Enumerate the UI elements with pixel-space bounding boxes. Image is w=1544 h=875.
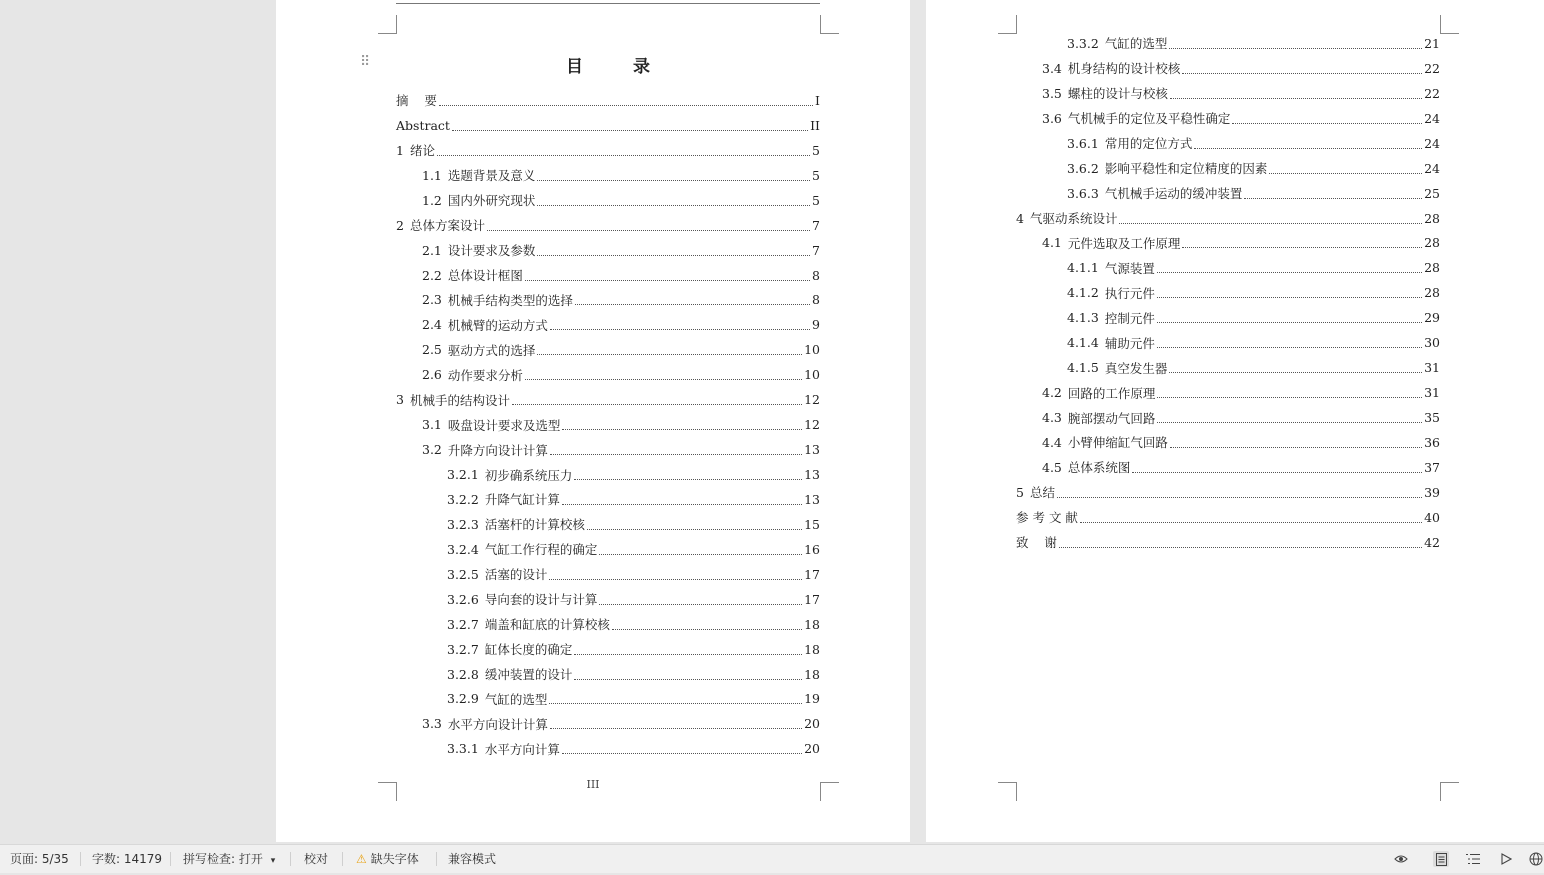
toc-entry-number: 2.1 bbox=[422, 242, 442, 258]
toc-dot-leader bbox=[550, 728, 802, 729]
toc-dot-leader bbox=[1182, 247, 1422, 248]
toc-entry-label: 气源装置 bbox=[1104, 260, 1155, 276]
toc-entry-page: 39 bbox=[1424, 484, 1440, 500]
toc-dot-leader bbox=[1057, 497, 1422, 498]
toc-entry[interactable] bbox=[396, 412, 820, 437]
toc-dot-leader bbox=[562, 429, 802, 430]
toc-entry-number: 3.6.1 bbox=[1067, 135, 1099, 151]
toc-entry-page: 18 bbox=[804, 641, 820, 657]
toc-entry-label: 绪论 bbox=[409, 143, 435, 159]
toc-entry-page: 15 bbox=[804, 516, 820, 532]
toc-entry[interactable] bbox=[396, 537, 820, 562]
toc-entry-number: 2 bbox=[396, 217, 404, 233]
toc-entry-number: 3.2.2 bbox=[447, 491, 479, 507]
missing-fonts-button[interactable] bbox=[356, 845, 419, 873]
toc-entry[interactable] bbox=[396, 288, 820, 313]
toc-entry-page: 31 bbox=[1424, 385, 1440, 401]
toc-entry-page: 24 bbox=[1424, 110, 1440, 126]
toc-entry-number: 4.1.5 bbox=[1067, 360, 1099, 376]
toc-entry[interactable] bbox=[1016, 206, 1440, 231]
toc-entry-number: 3.6.3 bbox=[1067, 185, 1099, 201]
toc-entry-page: 24 bbox=[1424, 135, 1440, 151]
toc-entry-page: 24 bbox=[1424, 160, 1440, 176]
toc-entry[interactable] bbox=[396, 213, 820, 238]
toc-entry-page: 5 bbox=[812, 167, 820, 183]
toc-dot-leader bbox=[1169, 372, 1422, 373]
toc-entry[interactable] bbox=[396, 562, 820, 587]
toc-entry-page: 25 bbox=[1424, 185, 1440, 201]
toc-entry-page: 22 bbox=[1424, 60, 1440, 76]
missing-fonts-label: 缺失字体 bbox=[370, 852, 419, 866]
toc-entry-number: 3.3.2 bbox=[1067, 35, 1099, 51]
toc-entry-label: 总体方案设计 bbox=[409, 218, 485, 234]
toc-entry-label: 导向套的设计与计算 bbox=[484, 592, 598, 608]
toc-entry[interactable] bbox=[1016, 480, 1440, 505]
toc-entry-label: 选题背景及意义 bbox=[447, 168, 536, 184]
toc-entry-number: 4.1.2 bbox=[1067, 285, 1099, 301]
toc-entry-number: 2.4 bbox=[422, 317, 442, 333]
toc-entry-label: 活塞杆的计算校核 bbox=[484, 517, 585, 533]
toc-entry-page: 17 bbox=[804, 591, 820, 607]
status-separator bbox=[436, 852, 437, 866]
toc-entry[interactable] bbox=[396, 587, 820, 612]
toc-entry-label: 升降气缸计算 bbox=[484, 492, 560, 508]
toc-entry-label: 气驱动系统设计 bbox=[1029, 211, 1118, 227]
toc-entry-label: Abstract bbox=[396, 117, 450, 133]
toc-dot-leader bbox=[1244, 198, 1422, 199]
toc-entry[interactable] bbox=[1016, 231, 1440, 256]
toc-entry[interactable] bbox=[1016, 455, 1440, 480]
toc-entry-label: 螺柱的设计与校核 bbox=[1067, 86, 1168, 102]
globe-icon[interactable] bbox=[1528, 851, 1544, 867]
toc-dot-leader bbox=[439, 105, 813, 106]
toc-entry-page: 35 bbox=[1424, 410, 1440, 426]
status-separator bbox=[290, 852, 291, 866]
toc-entry-page: 37 bbox=[1424, 459, 1440, 475]
toc-entry-number: 3.2.5 bbox=[447, 566, 479, 582]
toc-entry-number: 3.2 bbox=[422, 442, 442, 458]
toc-entry-label: 机械臂的运动方式 bbox=[447, 317, 548, 333]
toc-entry-page: 31 bbox=[1424, 360, 1440, 376]
toc-entry-page: 12 bbox=[804, 417, 820, 433]
toc-entry-page: 7 bbox=[812, 217, 820, 233]
toc-entry-number: 4.3 bbox=[1042, 410, 1062, 426]
toc-entry-label: 影响平稳性和定位精度的因素 bbox=[1104, 161, 1268, 177]
status-bar bbox=[0, 844, 1544, 873]
play-icon[interactable] bbox=[1498, 851, 1514, 867]
toc-dot-leader bbox=[1119, 223, 1422, 224]
toc-entry[interactable] bbox=[396, 263, 820, 288]
toc-entry-page: II bbox=[810, 117, 820, 133]
toc-entry[interactable] bbox=[396, 188, 820, 213]
toc-entry-label: 气机械手运动的缓冲装置 bbox=[1104, 186, 1243, 202]
toc-dot-leader bbox=[1170, 447, 1422, 448]
toc-entry-number: 3.3 bbox=[422, 716, 442, 732]
toc-entry-number: 3.4 bbox=[1042, 60, 1062, 76]
toc-entry-number: 3.3.1 bbox=[447, 741, 479, 757]
toc-entry-page: 13 bbox=[804, 442, 820, 458]
toc-entry[interactable] bbox=[396, 687, 820, 712]
toc-dot-leader bbox=[1170, 98, 1422, 99]
toc-entry-label: 控制元件 bbox=[1104, 310, 1155, 326]
header-line bbox=[396, 3, 820, 4]
toc-entry-page: 40 bbox=[1424, 509, 1440, 525]
toc-entry-number: 4 bbox=[1016, 210, 1024, 226]
toc-entry-number: 4.1 bbox=[1042, 235, 1062, 251]
toc-entry[interactable] bbox=[1016, 355, 1440, 380]
toc-entry-label: 摘 要 bbox=[396, 93, 437, 109]
page-footer-number: III bbox=[586, 778, 600, 791]
toc-entry-number: 2.6 bbox=[422, 367, 442, 383]
toc-entry-label: 机械手的结构设计 bbox=[409, 392, 510, 408]
toc-list-left bbox=[396, 88, 820, 761]
toc-entry-number: 2.5 bbox=[422, 342, 442, 358]
toc-entry-number: 3.6 bbox=[1042, 110, 1062, 126]
toc-entry-number: 3.2.8 bbox=[447, 666, 479, 682]
toc-entry-page: 5 bbox=[812, 142, 820, 158]
toc-dot-leader bbox=[550, 454, 802, 455]
toc-entry-label: 致 谢 bbox=[1016, 535, 1057, 551]
toc-entry-page: 36 bbox=[1424, 434, 1440, 450]
toc-entry-number: 4.1.3 bbox=[1067, 310, 1099, 326]
toc-entry[interactable] bbox=[396, 462, 820, 487]
toc-dot-leader bbox=[512, 404, 802, 405]
toc-entry-label: 辅助元件 bbox=[1104, 335, 1155, 351]
toc-entry-number: 3.2.6 bbox=[447, 591, 479, 607]
toc-dot-leader bbox=[549, 703, 802, 704]
toc-entry-label: 总体设计框图 bbox=[447, 268, 523, 284]
status-separator bbox=[342, 852, 343, 866]
toc-dot-leader bbox=[537, 354, 802, 355]
eye-protection-icon[interactable] bbox=[1393, 851, 1409, 867]
margin-corner-bottom-left bbox=[998, 782, 1017, 801]
toc-entry-page: 10 bbox=[804, 367, 820, 383]
toc-entry-number: 3.6.2 bbox=[1067, 160, 1099, 176]
toc-entry[interactable] bbox=[396, 387, 820, 412]
toc-entry-page: 28 bbox=[1424, 235, 1440, 251]
toc-entry[interactable] bbox=[1016, 530, 1440, 555]
toc-entry[interactable] bbox=[1016, 255, 1440, 280]
toc-dot-leader bbox=[587, 529, 802, 530]
toc-entry-page: 8 bbox=[812, 292, 820, 308]
toc-entry-page: 22 bbox=[1424, 85, 1440, 101]
toc-entry-page: 13 bbox=[804, 491, 820, 507]
toc-entry[interactable] bbox=[396, 487, 820, 512]
toc-entry[interactable] bbox=[396, 637, 820, 662]
toc-entry[interactable] bbox=[1016, 305, 1440, 330]
toc-entry-number: 3.1 bbox=[422, 417, 442, 433]
toc-entry-number: 4.1.1 bbox=[1067, 260, 1099, 276]
toc-dot-leader bbox=[1232, 123, 1422, 124]
toc-entry-label: 气缸的选型 bbox=[484, 691, 548, 707]
toc-entry-page: 13 bbox=[804, 467, 820, 483]
toc-dot-leader bbox=[574, 479, 802, 480]
toc-entry-label: 设计要求及参数 bbox=[447, 243, 536, 259]
toc-entry-page: 28 bbox=[1424, 260, 1440, 276]
toc-dot-leader bbox=[550, 329, 810, 330]
toc-list-right bbox=[1016, 31, 1440, 555]
toc-entry-page: 20 bbox=[804, 741, 820, 757]
toc-title: 目 录 bbox=[566, 57, 672, 77]
toc-entry-label: 驱动方式的选择 bbox=[447, 342, 536, 358]
toc-dot-leader bbox=[1194, 148, 1422, 149]
spell-check-toggle[interactable] bbox=[183, 845, 275, 873]
toc-entry-label: 水平方向计算 bbox=[484, 741, 560, 757]
toc-entry[interactable] bbox=[1016, 56, 1440, 81]
toc-entry-number: 3 bbox=[396, 392, 404, 408]
toc-entry[interactable] bbox=[1016, 131, 1440, 156]
toc-dot-leader bbox=[1080, 522, 1422, 523]
toc-entry[interactable] bbox=[1016, 280, 1440, 305]
status-separator bbox=[80, 852, 81, 866]
toc-dot-leader bbox=[574, 654, 802, 655]
toc-dot-leader bbox=[1157, 347, 1422, 348]
toc-dot-leader bbox=[525, 379, 802, 380]
toc-entry-label: 机身结构的设计校核 bbox=[1067, 61, 1181, 77]
toc-entry-label: 缸体长度的确定 bbox=[484, 642, 573, 658]
drag-handle-icon[interactable]: ⠿ bbox=[360, 54, 370, 70]
toc-dot-leader bbox=[562, 504, 802, 505]
toc-entry[interactable] bbox=[1016, 106, 1440, 131]
toc-entry-page: 12 bbox=[804, 392, 820, 408]
toc-entry-number: 3.2.4 bbox=[447, 541, 479, 557]
toc-entry[interactable] bbox=[1016, 181, 1440, 206]
toc-entry-page: 7 bbox=[812, 242, 820, 258]
toc-dot-leader bbox=[612, 629, 802, 630]
toc-entry-label: 腕部摆动气回路 bbox=[1067, 410, 1156, 426]
toc-entry-page: 9 bbox=[812, 317, 820, 333]
toc-entry-page: 28 bbox=[1424, 285, 1440, 301]
toc-entry-label: 缓冲装置的设计 bbox=[484, 667, 573, 683]
toc-dot-leader bbox=[1059, 547, 1422, 548]
toc-entry-number: 4.1.4 bbox=[1067, 335, 1099, 351]
toc-dot-leader bbox=[562, 753, 802, 754]
page-indicator[interactable]: 页面: 5/35 bbox=[10, 852, 69, 866]
toc-entry-page: 20 bbox=[804, 716, 820, 732]
toc-entry-label: 机械手结构类型的选择 bbox=[447, 292, 573, 308]
toc-entry-label: 总体系统图 bbox=[1067, 460, 1131, 476]
toc-dot-leader bbox=[437, 155, 810, 156]
toc-entry-page: 18 bbox=[804, 666, 820, 682]
toc-entry[interactable] bbox=[396, 163, 820, 188]
margin-corner-top-right bbox=[1440, 15, 1459, 34]
toc-dot-leader bbox=[525, 280, 810, 281]
toc-entry-label: 活塞的设计 bbox=[484, 567, 548, 583]
toc-entry-number: 1 bbox=[396, 142, 404, 158]
word-count[interactable]: 字数: 14179 bbox=[92, 852, 163, 866]
toc-entry-page: 30 bbox=[1424, 335, 1440, 351]
toc-entry[interactable] bbox=[396, 113, 820, 138]
toc-entry-label: 元件选取及工作原理 bbox=[1067, 235, 1181, 251]
toc-dot-leader bbox=[537, 205, 810, 206]
toc-dot-leader bbox=[537, 255, 810, 256]
toc-entry-number: 3.5 bbox=[1042, 85, 1062, 101]
toc-entry-number: 4.2 bbox=[1042, 385, 1062, 401]
toc-entry-label: 国内外研究现状 bbox=[447, 193, 536, 209]
toc-dot-leader bbox=[574, 679, 802, 680]
toc-entry-label: 水平方向设计计算 bbox=[447, 716, 548, 732]
toc-entry-page: 21 bbox=[1424, 35, 1440, 51]
toc-dot-leader bbox=[1157, 322, 1422, 323]
toc-entry-page: 16 bbox=[804, 541, 820, 557]
toc-entry-label: 常用的定位方式 bbox=[1104, 136, 1193, 152]
compat-mode-label: 兼容模式 bbox=[448, 852, 497, 866]
status-separator bbox=[170, 852, 171, 866]
toc-entry[interactable] bbox=[1016, 81, 1440, 106]
toc-entry-number: 5 bbox=[1016, 484, 1024, 500]
spell-check-label: 拼写检查: 打开 bbox=[183, 852, 263, 866]
toc-entry-page: I bbox=[815, 92, 820, 108]
chevron-down-icon: ▾ bbox=[270, 856, 276, 866]
toc-entry[interactable] bbox=[1016, 380, 1440, 405]
toc-entry-number: 1.1 bbox=[422, 167, 442, 183]
toc-entry-page: 42 bbox=[1424, 534, 1440, 550]
margin-corner-top-left bbox=[998, 15, 1017, 34]
toc-dot-leader bbox=[599, 604, 802, 605]
toc-entry-number: 3.2.7 bbox=[447, 641, 479, 657]
toc-entry-number: 4.4 bbox=[1042, 434, 1062, 450]
outline-view-icon[interactable] bbox=[1465, 851, 1481, 867]
toc-entry[interactable] bbox=[396, 512, 820, 537]
toc-entry-number: 3.2.1 bbox=[447, 467, 479, 483]
toc-entry[interactable] bbox=[396, 711, 820, 736]
toc-entry-number: 3.2.7 bbox=[447, 616, 479, 632]
toc-entry-number: 2.2 bbox=[422, 267, 442, 283]
toc-entry[interactable] bbox=[396, 238, 820, 263]
toc-entry[interactable] bbox=[1016, 156, 1440, 181]
toc-entry[interactable] bbox=[396, 337, 820, 362]
toc-dot-leader bbox=[1157, 422, 1422, 423]
document-page-right[interactable] bbox=[926, 0, 1544, 842]
toc-dot-leader bbox=[1132, 472, 1422, 473]
toc-entry-label: 初步确系统压力 bbox=[484, 467, 573, 483]
margin-corner-top-right bbox=[820, 15, 839, 34]
toc-entry-label: 总结 bbox=[1029, 485, 1055, 501]
margin-corner-bottom-right bbox=[1440, 782, 1459, 801]
toc-entry-label: 小臂伸缩缸气回路 bbox=[1067, 435, 1168, 451]
toc-entry-label: 气缸的选型 bbox=[1104, 36, 1168, 52]
toc-entry[interactable] bbox=[396, 88, 820, 113]
toc-entry-page: 5 bbox=[812, 192, 820, 208]
toc-entry[interactable] bbox=[1016, 430, 1440, 455]
toc-entry-label: 气缸工作行程的确定 bbox=[484, 542, 598, 558]
toc-dot-leader bbox=[549, 579, 802, 580]
warning-icon: ⚠ bbox=[356, 852, 367, 866]
toc-entry-page: 19 bbox=[804, 691, 820, 707]
margin-corner-top-left bbox=[378, 15, 397, 34]
toc-entry-label: 动作要求分析 bbox=[447, 367, 523, 383]
toc-entry[interactable] bbox=[396, 312, 820, 337]
toc-entry-number: 3.2.9 bbox=[447, 691, 479, 707]
toc-dot-leader bbox=[1157, 397, 1422, 398]
toc-entry-number: 2.3 bbox=[422, 292, 442, 308]
toc-entry[interactable] bbox=[396, 662, 820, 687]
toc-entry-page: 29 bbox=[1424, 310, 1440, 326]
toc-entry-label: 真空发生器 bbox=[1104, 360, 1168, 376]
toc-entry-number: 3.2.3 bbox=[447, 516, 479, 532]
toc-dot-leader bbox=[1157, 272, 1422, 273]
toc-entry-number: 1.2 bbox=[422, 192, 442, 208]
toc-entry[interactable] bbox=[396, 362, 820, 387]
toc-entry[interactable] bbox=[396, 736, 820, 761]
toc-dot-leader bbox=[1157, 297, 1422, 298]
toc-entry-page: 8 bbox=[812, 267, 820, 283]
toc-dot-leader bbox=[599, 554, 802, 555]
toc-entry[interactable] bbox=[1016, 330, 1440, 355]
toc-entry[interactable] bbox=[1016, 405, 1440, 430]
toc-dot-leader bbox=[487, 230, 810, 231]
toc-entry[interactable] bbox=[1016, 31, 1440, 56]
toc-dot-leader bbox=[1269, 173, 1422, 174]
toc-entry-page: 10 bbox=[804, 342, 820, 358]
toc-entry-label: 气机械手的定位及平稳性确定 bbox=[1067, 111, 1231, 127]
toc-entry-label: 升降方向设计计算 bbox=[447, 442, 548, 458]
toc-entry-number: 4.5 bbox=[1042, 459, 1062, 475]
toc-dot-leader bbox=[1169, 48, 1422, 49]
toc-entry[interactable] bbox=[396, 437, 820, 462]
toc-entry-label: 回路的工作原理 bbox=[1067, 385, 1156, 401]
toc-entry-page: 28 bbox=[1424, 210, 1440, 226]
document-page-left[interactable] bbox=[276, 0, 910, 842]
toc-dot-leader bbox=[537, 180, 810, 181]
toc-entry-label: 参 考 文 献 bbox=[1016, 510, 1078, 526]
toc-entry-page: 17 bbox=[804, 566, 820, 582]
toc-dot-leader bbox=[452, 130, 808, 131]
toc-entry[interactable] bbox=[1016, 505, 1440, 530]
toc-entry-label: 吸盘设计要求及选型 bbox=[447, 417, 561, 433]
proofread-button[interactable]: 校对 bbox=[304, 852, 329, 866]
page-view-icon[interactable] bbox=[1433, 851, 1449, 867]
toc-entry-label: 端盖和缸底的计算校核 bbox=[484, 617, 610, 633]
toc-entry-label: 执行元件 bbox=[1104, 285, 1155, 301]
toc-dot-leader bbox=[1182, 73, 1422, 74]
toc-entry[interactable] bbox=[396, 138, 820, 163]
toc-dot-leader bbox=[575, 304, 810, 305]
toc-entry-page: 18 bbox=[804, 616, 820, 632]
toc-entry[interactable] bbox=[396, 612, 820, 637]
